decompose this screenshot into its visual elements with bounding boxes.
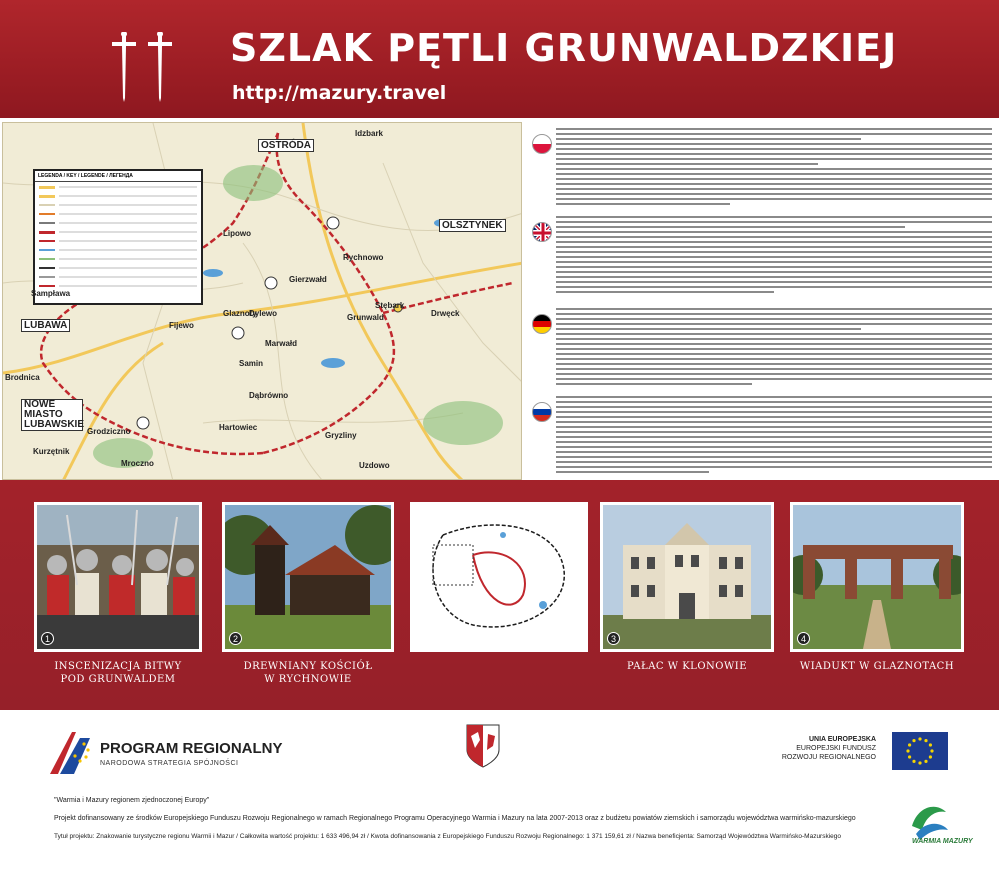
eu-fund-label [780,735,876,762]
battle-reenactment-image [37,505,199,649]
map-town-label: Glaznoty [223,309,257,318]
english-text-block [524,214,996,304]
map-town-label: Stębark [375,301,405,310]
map-town-label: Grodziczno [87,427,131,436]
caption-line: INSCENIZACJA BITWY [54,661,182,672]
project-details-text: Tytuł projektu: Znakowanie turystyczne regionu Warmii i Mazur / Całkowita wartość projektu: 1 633 496,94 zł / Kwota dofinansowania z Europejskiego Funduszu Rozwoju Regionalnego: 1 371 159,61 zł / Nazwa beneficjenta: Samorząd Województwa Warmińsko-Mazurskiego [54,833,842,840]
program-title: PROGRAM REGIONALNY [100,740,283,757]
map-town-label: OSTRÓDA [258,139,314,152]
uk-flag-icon [532,222,552,242]
map-town-label: Grunwald [347,313,384,322]
photo-number-badge: 4 [797,632,810,645]
photo-klonowo-palace [600,502,774,652]
caption-line: POD GRUNWALDEM [60,674,176,685]
page-title: SZLAK PĘTLI GRUNWALDZKIEJ [230,26,898,70]
map-town-label: Kurzętnik [33,447,70,456]
legend-row [39,273,197,281]
map-town-label: Hartowiec [219,423,258,432]
map-town-label: Gryzliny [325,431,357,440]
text-lines [556,308,992,388]
wooden-church-image [225,505,391,649]
caption-line: W RYCHNOWIE [264,674,352,685]
photo-battle-reenactment [34,502,202,652]
eu-line: ROZWOJU REGIONALNEGO [781,754,876,761]
legend-row [39,246,197,254]
website-url[interactable]: http://mazury.travel [232,82,447,104]
multilingual-description-panel [524,122,996,480]
caption-line: DREWNIANY KOŚCIÓŁ [243,661,373,672]
warmia-mazury-logo-icon [906,800,952,858]
photo-number-badge: 3 [607,632,620,645]
mini-route-map-image [413,505,585,649]
map-town-label: Dąbrówno [249,391,289,400]
legend-row [39,210,197,218]
text-lines [556,128,992,208]
caption-line: WIADUKT W GLAZNOTACH [799,661,955,672]
map-town-label: Idzbark [355,129,384,138]
photo-number-badge: 1 [41,632,54,645]
photo-caption [34,660,202,686]
eu-line: EUROPEJSKI FUNDUSZ [796,745,876,752]
legend-row [39,192,197,200]
russian-flag-icon [532,402,552,422]
german-flag-icon [532,314,552,334]
glaznoty-viaduct-image [793,505,961,649]
legend-row [39,237,197,245]
crossed-swords-icon [104,32,184,102]
map-town-label: Fijewo [169,321,194,330]
photo-caption [600,660,774,673]
photo-route-map [410,502,588,652]
map-legend [33,169,203,305]
legend-row [39,228,197,236]
caption-line: PAŁAC W KLONOWIE [626,661,748,672]
text-lines [556,216,992,296]
map-town-label: Brodnica [5,373,40,382]
legend-row [39,219,197,227]
program-regionalny-logo-icon [46,728,96,778]
legend-row [39,255,197,263]
polish-flag-icon [532,134,552,154]
map-town-label: Mroczno [121,459,154,468]
route-map [2,122,522,480]
regional-coat-of-arms-icon [466,724,500,768]
map-town-label: Samin [239,359,264,368]
polish-text-block [524,126,996,212]
map-town-label: Lipowo [223,229,251,238]
map-town-label: Uzdowo [359,461,390,470]
legend-row [39,201,197,209]
map-town-label: Rychnowo [343,253,384,262]
german-text-block [524,306,996,392]
photo-glaznoty-viaduct [790,502,964,652]
map-town-label: Gierzwałd [289,275,327,284]
legend-row [39,264,197,272]
eu-flag-icon [892,732,948,770]
map-town-label: Marwałd [265,339,298,348]
header-banner [0,0,999,118]
map-town-label: LUBAWA [21,319,70,332]
text-lines [556,396,992,476]
slogan-text: "Warmia i Mazury regionem zjednoczonej Europy" [54,797,210,804]
photo-caption [222,660,394,686]
legend-row [39,183,197,191]
legend-title: LEGENDA / KEY / LEGENDE / ЛЕГЕНДА [35,171,201,182]
klonowo-palace-image [603,505,771,649]
photo-wooden-church [222,502,394,652]
map-town-label: Sampława [31,289,71,298]
program-subtitle: NARODOWA STRATEGIA SPÓJNOŚCI [100,760,239,767]
warmia-mazury-logo-text: WARMIA MAZURY [912,838,973,845]
map-town-label: Drwęck [431,309,460,318]
map-town-label: OLSZTYNEK [439,219,506,232]
russian-text-block [524,394,996,480]
photo-caption [790,660,964,673]
photo-number-badge: 2 [229,632,242,645]
map-town-label: NOWE MIASTO LUBAWSKIE [21,399,83,431]
eu-line: UNIA EUROPEJSKA [808,736,876,743]
map-town-label: Dylewo [249,309,278,318]
funding-text: Projekt dofinansowany ze środków Europejskiego Funduszu Rozwoju Regionalnego w ramach Regionalnego Programu Operacyjnego Warmia i Mazury na lata 2007-2013 oraz z budżetu powiatów ziemskich i samorządu województwa warmińsko-mazurskiego [54,815,856,822]
